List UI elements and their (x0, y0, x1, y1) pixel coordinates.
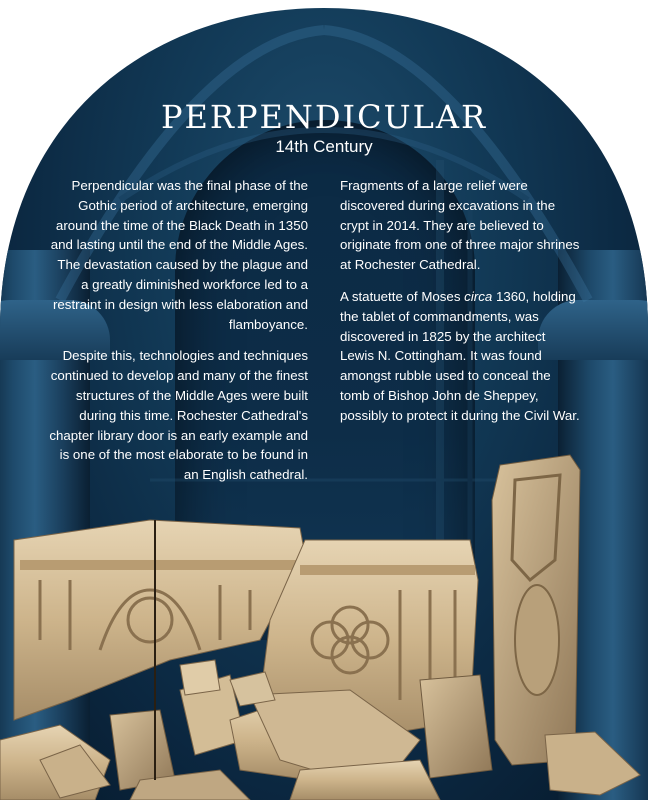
moses-statuette (492, 455, 580, 765)
left-paragraph-2: Despite this, technologies and techniques continued to develop and many of the finest structures of the Middle Ages were built during this time. Rochester Cathedral's chapter library door is an early example and is one of the most elaborate to be found in an English cathedral. (49, 348, 308, 483)
panel-subtitle: 14th Century (275, 137, 373, 156)
panel-title: PERPENDICULAR (160, 98, 488, 136)
right-paragraph-1: Fragments of a large relief were discovered during excavations in the crypt in 2014. They are believed to originate from one of three major shrines at Rochester Cathedral. (340, 178, 580, 273)
circa-italic: circa (464, 288, 493, 304)
left-paragraph-1: Perpendicular was the final phase of the Gothic period of architecture, emerging around the time of the Black Death in 1350 and lasting until the end of the Middle Ages. The devastation caused by the plague and a greatly diminished workforce led to a restraint in design with less elaboration and flamboyance. (50, 178, 308, 332)
right-paragraph-2-start: A statuette of Moses (340, 288, 465, 304)
right-paragraph-2-end: 1360, holding the tablet of commandments, was discovered in 1825 by the architect Lewis N. Cottingham. It was found amongst rubble used to conceal the tomb of Bishop John de Sheppey, possibly to protect it during the Civil War. (340, 288, 580, 423)
